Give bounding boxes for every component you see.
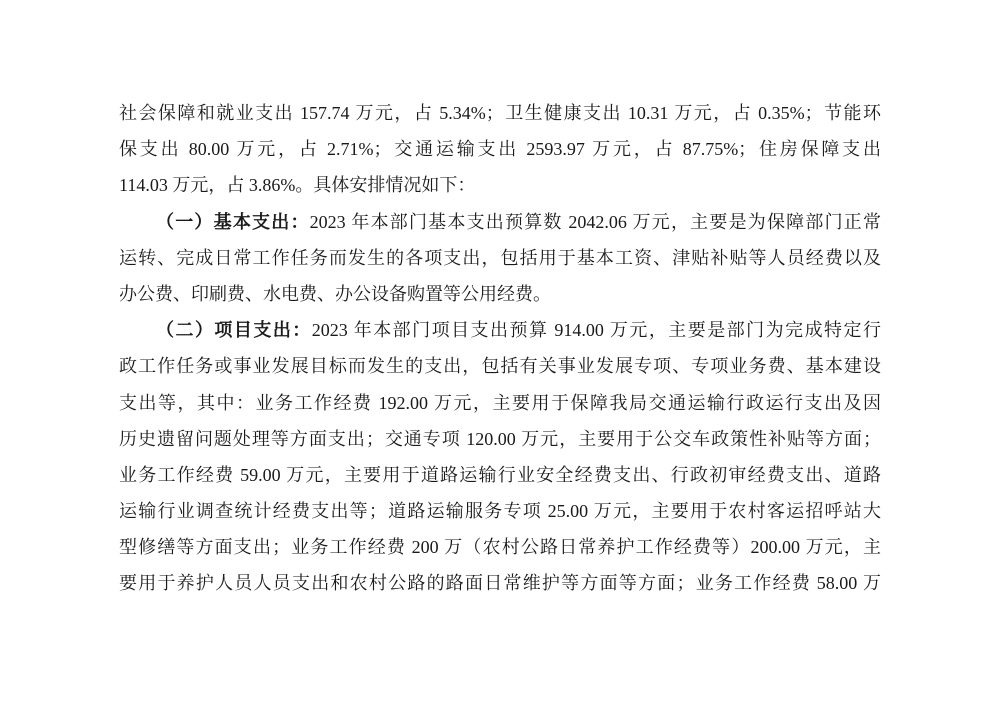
text-line: 型修缮等方面支出；业务工作经费 200 万（农村公路日常养护工作经费等）200.00 万元，主 bbox=[119, 537, 881, 558]
text-span: 2023 年本部门基本支出预算数 2042.06 万元，主要是为保障部门正常 bbox=[309, 211, 881, 232]
text-line: 支出等，其中：业务工作经费 192.00 万元，主要用于保障我局交通运输行政运行支出及因 bbox=[119, 392, 881, 413]
text-line: 保支出 80.00 万元，占 2.71%；交通运输支出 2593.97 万元，占 87.75%；住房保障支出 bbox=[119, 139, 881, 160]
project-expenditure-first-line bbox=[119, 312, 881, 348]
text-line: 政工作任务或事业发展目标而发生的支出，包括有关事业发展专项、专项业务费、基本建设 bbox=[119, 356, 881, 377]
text-line: 业务工作经费 59.00 万元，主要用于道路运输行业安全经费支出、行政初审经费支出、道路 bbox=[119, 464, 881, 485]
text-line: 社会保障和就业支出 157.74 万元，占 5.34%；卫生健康支出 10.31 万元，占 0.35%；节能环 bbox=[119, 103, 881, 123]
text-line: 办公费、印刷费、水电费、办公设备购置等公用经费。 bbox=[119, 283, 551, 304]
text-span: 2023 年本部门项目支出预算 914.00 万元，主要是部门为完成特定行 bbox=[311, 320, 881, 341]
project-expenditure-heading: （二）项目支出： bbox=[156, 320, 312, 341]
text-line: 要用于养护人员人员支出和农村公路的路面日常维护等方面等方面；业务工作经费 58.00 万 bbox=[119, 573, 881, 594]
body-text bbox=[119, 95, 881, 602]
text-line: 运输行业调查统计经费支出等；道路运输服务专项 25.00 万元，主要用于农村客运招呼站大 bbox=[119, 501, 881, 522]
text-line: 114.03 万元，占 3.86%。具体安排情况如下： bbox=[119, 175, 476, 196]
text-line: 历史遗留问题处理等方面支出；交通专项 120.00 万元，主要用于公交车政策性补贴等方面； bbox=[119, 428, 881, 449]
basic-expenditure-heading: （一）基本支出： bbox=[156, 211, 310, 232]
text-line: 运转、完成日常工作任务而发生的各项支出，包括用于基本工资、津贴补贴等人员经费以及 bbox=[119, 247, 881, 268]
basic-expenditure-first-line bbox=[119, 204, 881, 240]
